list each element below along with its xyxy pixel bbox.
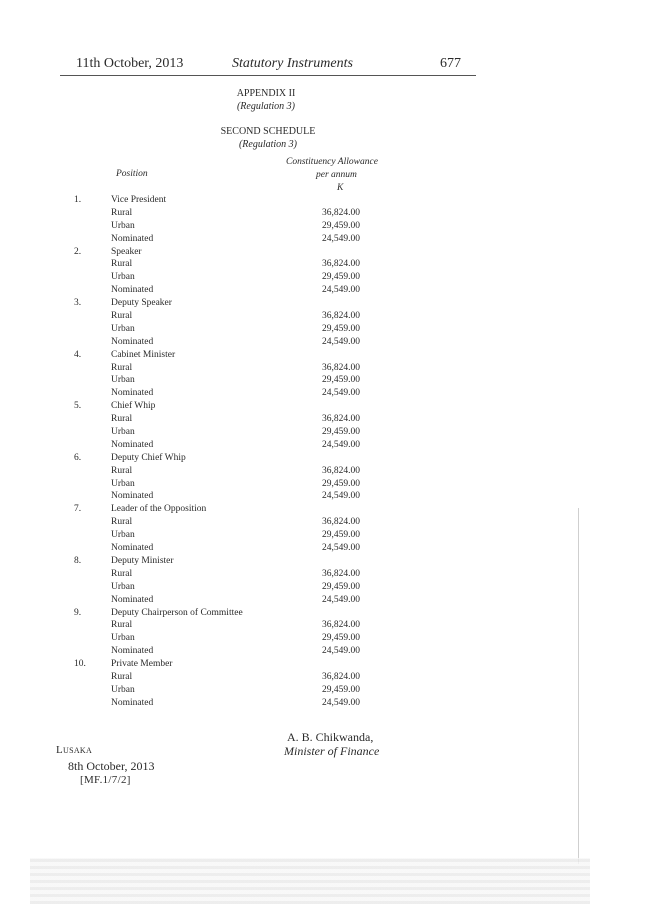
constituency-type: Nominated <box>111 233 154 244</box>
allowance-row <box>0 387 650 400</box>
position-row <box>0 194 650 207</box>
allowance-row <box>0 529 650 542</box>
signatory-role: Minister of Finance <box>284 744 380 758</box>
constituency-type: Nominated <box>111 646 154 657</box>
page-number: 677 <box>440 56 461 71</box>
constituency-type: Rural <box>111 465 133 476</box>
allowance-amount: 24,549.00 <box>322 388 360 399</box>
allowance-row <box>0 284 650 297</box>
allowance-amount: 24,549.00 <box>322 646 360 657</box>
scan-footer-noise <box>30 858 590 904</box>
position-number: 8. <box>74 555 82 566</box>
constituency-type: Rural <box>111 207 133 218</box>
reference-number: [MF.1/7/2] <box>80 774 131 786</box>
position-row <box>0 246 650 259</box>
allowance-amount: 36,824.00 <box>322 311 360 322</box>
allowance-amount: 36,824.00 <box>322 620 360 631</box>
allowance-row <box>0 581 650 594</box>
issued-date: 8th October, 2013 <box>68 759 155 773</box>
constituency-type: Urban <box>111 375 135 386</box>
allowance-amount: 24,549.00 <box>322 491 360 502</box>
position-row <box>0 400 650 413</box>
allowance-amount: 36,824.00 <box>322 259 360 270</box>
constituency-type: Nominated <box>111 388 154 399</box>
allowance-row <box>0 258 650 271</box>
position-row <box>0 607 650 620</box>
constituency-type: Urban <box>111 684 135 695</box>
constituency-type: Rural <box>111 620 133 631</box>
position-number: 7. <box>74 504 82 515</box>
constituency-type: Rural <box>111 414 133 425</box>
allowance-row <box>0 568 650 581</box>
allowance-row <box>0 671 650 684</box>
position-row <box>0 349 650 362</box>
constituency-type: Urban <box>111 530 135 541</box>
scan-edge-line <box>578 508 579 864</box>
position-row <box>0 452 650 465</box>
allowance-amount: 29,459.00 <box>322 530 360 541</box>
position-title: Private Member <box>111 659 173 670</box>
allowance-amount: 36,824.00 <box>322 207 360 218</box>
allowance-row <box>0 542 650 555</box>
allowance-amount: 36,824.00 <box>322 465 360 476</box>
column-per-annum: per annum <box>316 170 357 180</box>
allowance-amount: 24,549.00 <box>322 336 360 347</box>
allowance-row <box>0 374 650 387</box>
allowance-amount: 24,549.00 <box>322 697 360 708</box>
constituency-type: Urban <box>111 323 135 334</box>
allowance-amount: 29,459.00 <box>322 633 360 644</box>
constituency-type: Nominated <box>111 439 154 450</box>
allowance-row <box>0 233 650 246</box>
allowance-amount: 24,549.00 <box>322 439 360 450</box>
allowance-amount: 36,824.00 <box>322 517 360 528</box>
allowance-row <box>0 207 650 220</box>
allowance-row <box>0 697 650 710</box>
column-allowance: Constituency Allowance <box>286 157 378 167</box>
allowance-row <box>0 271 650 284</box>
allowance-row <box>0 310 650 323</box>
allowance-amount: 36,824.00 <box>322 671 360 682</box>
allowance-amount: 24,549.00 <box>322 543 360 554</box>
position-title: Deputy Chief Whip <box>111 452 186 463</box>
appendix-regulation: (Regulation 3) <box>236 101 296 112</box>
allowance-row <box>0 323 650 336</box>
position-number: 1. <box>74 195 82 205</box>
allowance-row <box>0 619 650 632</box>
allowance-amount: 24,549.00 <box>322 233 360 244</box>
position-title: Deputy Chairperson of Committee <box>111 607 243 618</box>
position-number: 3. <box>74 298 82 309</box>
position-row <box>0 297 650 310</box>
appendix-title: APPENDIX II <box>236 88 296 99</box>
allowance-amount: 29,459.00 <box>322 323 360 334</box>
header-title: Statutory Instruments <box>232 56 353 71</box>
constituency-type: Nominated <box>111 697 154 708</box>
constituency-type: Nominated <box>111 285 154 296</box>
constituency-type: Rural <box>111 568 133 579</box>
constituency-type: Urban <box>111 478 135 489</box>
schedule-regulation: (Regulation 3) <box>238 139 298 150</box>
position-number: 6. <box>74 452 82 463</box>
place: Lusaka <box>56 744 93 756</box>
allowance-row <box>0 220 650 233</box>
position-row <box>0 503 650 516</box>
column-currency: K <box>337 183 344 193</box>
allowance-row <box>0 465 650 478</box>
allowance-row <box>0 516 650 529</box>
position-number: 2. <box>74 246 82 257</box>
allowance-amount: 24,549.00 <box>322 285 360 296</box>
position-title: Speaker <box>111 246 142 257</box>
allowance-amount: 29,459.00 <box>322 581 360 592</box>
position-number: 10. <box>74 659 86 670</box>
constituency-type: Urban <box>111 272 135 283</box>
header-date: 11th October, 2013 <box>76 56 184 71</box>
constituency-type: Urban <box>111 427 135 438</box>
allowance-amount: 36,824.00 <box>322 414 360 425</box>
constituency-type: Urban <box>111 220 135 231</box>
allowance-amount: 29,459.00 <box>322 375 360 386</box>
position-row <box>0 658 650 671</box>
constituency-type: Nominated <box>111 491 154 502</box>
allowance-row <box>0 439 650 452</box>
constituency-type: Rural <box>111 362 133 373</box>
schedule-table <box>0 194 650 710</box>
allowance-amount: 24,549.00 <box>322 594 360 605</box>
column-position: Position <box>116 169 148 179</box>
constituency-type: Rural <box>111 259 133 270</box>
position-title: Deputy Speaker <box>111 298 172 309</box>
allowance-amount: 29,459.00 <box>322 684 360 695</box>
position-title: Cabinet Minister <box>111 349 176 360</box>
position-number: 4. <box>74 349 82 360</box>
constituency-type: Nominated <box>111 543 154 554</box>
constituency-type: Nominated <box>111 336 154 347</box>
allowance-row <box>0 684 650 697</box>
allowance-amount: 29,459.00 <box>322 220 360 231</box>
schedule-title: SECOND SCHEDULE <box>220 126 316 137</box>
allowance-amount: 36,824.00 <box>322 362 360 373</box>
signatory-name: A. B. Chikwanda, <box>287 730 374 744</box>
position-title: Vice President <box>111 195 167 205</box>
allowance-row <box>0 426 650 439</box>
constituency-type: Rural <box>111 671 133 682</box>
allowance-row <box>0 336 650 349</box>
allowance-amount: 29,459.00 <box>322 427 360 438</box>
position-number: 5. <box>74 401 82 412</box>
position-title: Leader of the Opposition <box>111 504 207 515</box>
allowance-row <box>0 490 650 503</box>
allowance-amount: 36,824.00 <box>322 568 360 579</box>
allowance-row <box>0 594 650 607</box>
allowance-amount: 29,459.00 <box>322 272 360 283</box>
allowance-row <box>0 413 650 426</box>
position-title: Chief Whip <box>111 401 156 412</box>
allowance-row <box>0 645 650 658</box>
allowance-row <box>0 362 650 375</box>
constituency-type: Urban <box>111 633 135 644</box>
position-title: Deputy Minister <box>111 555 174 566</box>
constituency-type: Rural <box>111 517 133 528</box>
allowance-amount: 29,459.00 <box>322 478 360 489</box>
allowance-row <box>0 478 650 491</box>
header-rule <box>60 75 476 76</box>
constituency-type: Nominated <box>111 594 154 605</box>
position-number: 9. <box>74 607 82 618</box>
position-row <box>0 555 650 568</box>
constituency-type: Urban <box>111 581 135 592</box>
constituency-type: Rural <box>111 311 133 322</box>
allowance-row <box>0 632 650 645</box>
